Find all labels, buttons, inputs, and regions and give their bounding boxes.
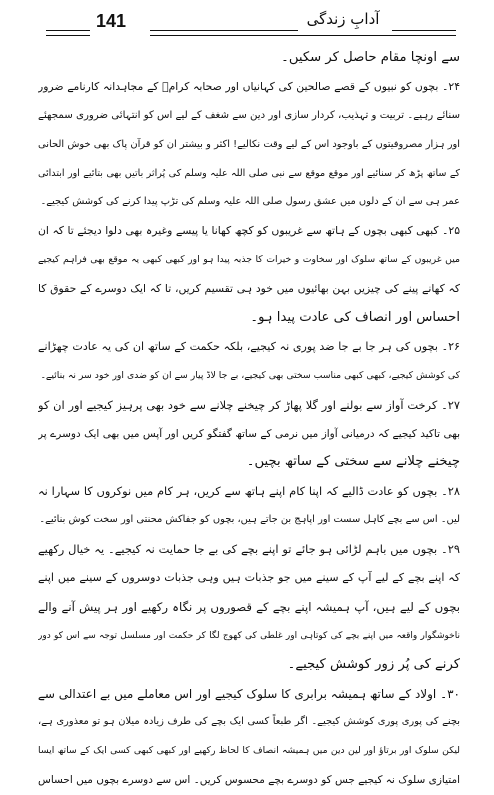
text-line: اور ہزار مصروفیتوں کے باوجود اس کے لیے وقت نکالیے! اکثر و بیشتر ان کو قرآن پاک بھی خوش الحانی [38,138,460,150]
text-line: ۲۵۔ کبھی کبھی بچوں کے ہاتھ سے غریبوں کو کچھ کھانا یا پیسے وغیرہ بھی دلوا دیجئے تا کہ ان [38,224,460,238]
text-line: کہ اپنے بچے کے لیے آپ کے سینے میں جو جذبات ہیں وہی جذبات دوسروں کے سینے میں اپنے [38,571,460,585]
text-line: لیں۔ اس سے بچے کاہل سست اور اپاہج بن جاتے ہیں، بچوں کو جفاکش محنتی اور سخت کوش بنائیے۔ [39,514,460,526]
page-number: 141 [96,11,127,31]
text-line: ۲۶۔ بچوں کی ہر جا بے جا ضد پوری نہ کیجیے، بلکہ حکمت کے ساتھ ان کی یہ عادت چھڑانے [38,339,460,353]
text-line: سنائے رہیے۔ تربیت و تہذیب، کردار سازی اور دین سے شغف کے لیے اس کو انتہائی ضروری سمجھئے [38,109,460,121]
text-line: چیخنے چلانے سے سختی کے ساتھ بچیں۔ [246,454,460,470]
text-line: کی کوشش کیجیے، کبھی کبھی مناسب سختی بھی کیجیے، بے جا لاڈ پیار سے ان کو ضدی اور خود سر نہ بنائیے۔ [40,369,460,381]
text-line: امتیازی سلوک نہ کیجیے جس کو دوسرے بچے محسوس کریں۔ اس سے دوسرے بچوں میں احساس [38,774,460,787]
text-line: بچنے کی پوری پوری کوشش کیجیے۔ اگر طبعاً کسی ایک بچے کی طرف زیادہ میلان ہو تو معذوری ہے، [38,716,460,728]
text-line: کرنے کی پُر زور کوشش کیجیے۔ [287,656,460,672]
text-line: بچوں کے لیے ہیں، آپ ہمیشہ اپنے بچے کے قصوروں پر نگاہ رکھیے اور ہر پیش آنے والے [38,599,460,614]
text-line: عمر ہی سے ان کے دلوں میں عشق رسول صلی اللہ علیہ وسلم کی تڑپ پیدا کرنے کی کوشش کیجیے۔ [40,196,460,208]
text-line: ۲۹۔ بچوں میں باہم لڑائی ہو جائے تو اپنے بچے کی بے جا حمایت نہ کیجیے۔ یہ خیال رکھیے [38,542,460,557]
text-line: ۲۸۔ بچوں کو عادت ڈالیے کہ اپنا کام اپنے ہاتھ سے کریں، ہر کام میں نوکروں کا سہارا نہ [38,484,460,499]
text-line: ۲۷۔ کرخت آواز سے بولنے اور گلا پھاڑ کر چیخنے چلانے سے خود بھی پرہیز کیجیے اور ان کو [38,397,460,412]
text-line: میں غریبوں کے ساتھ سلوک اور سخاوت و خیرات کا جذبہ پیدا ہو اور کبھی کبھی یہ موقع بھی فراہم کیجیے [38,254,460,266]
text-line: بھی تاکید کیجیے کہ درمیانی آواز میں نرمی کے ساتھ گفتگو کریں اور آپس میں بھی ایک دوسرے پر [38,427,460,440]
text-line: ناخوشگوار واقعہ میں اپنے بچے کی کوتاہی اور غلطی کی کھوج لگا کر حکمت اور مسلسل توجہ سے اس کو دور [38,630,460,641]
header-rule [46,30,90,31]
header-rule [150,30,298,31]
text-line: ۳۰۔ اولاد کے ساتھ ہمیشہ برابری کا سلوک کیجیے اور اس معاملے میں بے اعتدالی سے [38,686,460,701]
text-line: سے اونچا مقام حاصل کر سکیں۔ [281,50,460,65]
text-line: کے ساتھ پڑھ کر سنائیے اور موقع موقع سے نبی صلی اللہ علیہ وسلم کی پُراثر باتیں بھی بتائیے اور ابتدائی [38,167,460,179]
header-rule [150,35,456,36]
text-line: احساس اور انصاف کی عادت پیدا ہو۔ [250,310,460,326]
header-rule [392,30,456,31]
header-rule [46,35,90,36]
text-line: لیکن سلوک اور برتاؤ اور لین دین میں ہمیشہ انصاف کا لحاظ رکھیے اور کبھی کبھی کسی ایک کے ساتھ ایسا [38,745,460,757]
text-line: کہ کھانے پینے کی چیزیں بہن بھائیوں میں خود ہی تقسیم کریں، تا کہ ایک دوسرے کے حقوق کا [38,282,460,296]
body-text [38,44,460,787]
running-title: آدابِ زندگی [306,10,380,28]
text-line: ۲۴۔ بچوں کو نبیوں کے قصے صالحین کی کہانیاں اور صحابہ کرامؓ کے مجاہدانہ کارنامے ضرور [38,79,460,93]
page-header [40,6,458,40]
